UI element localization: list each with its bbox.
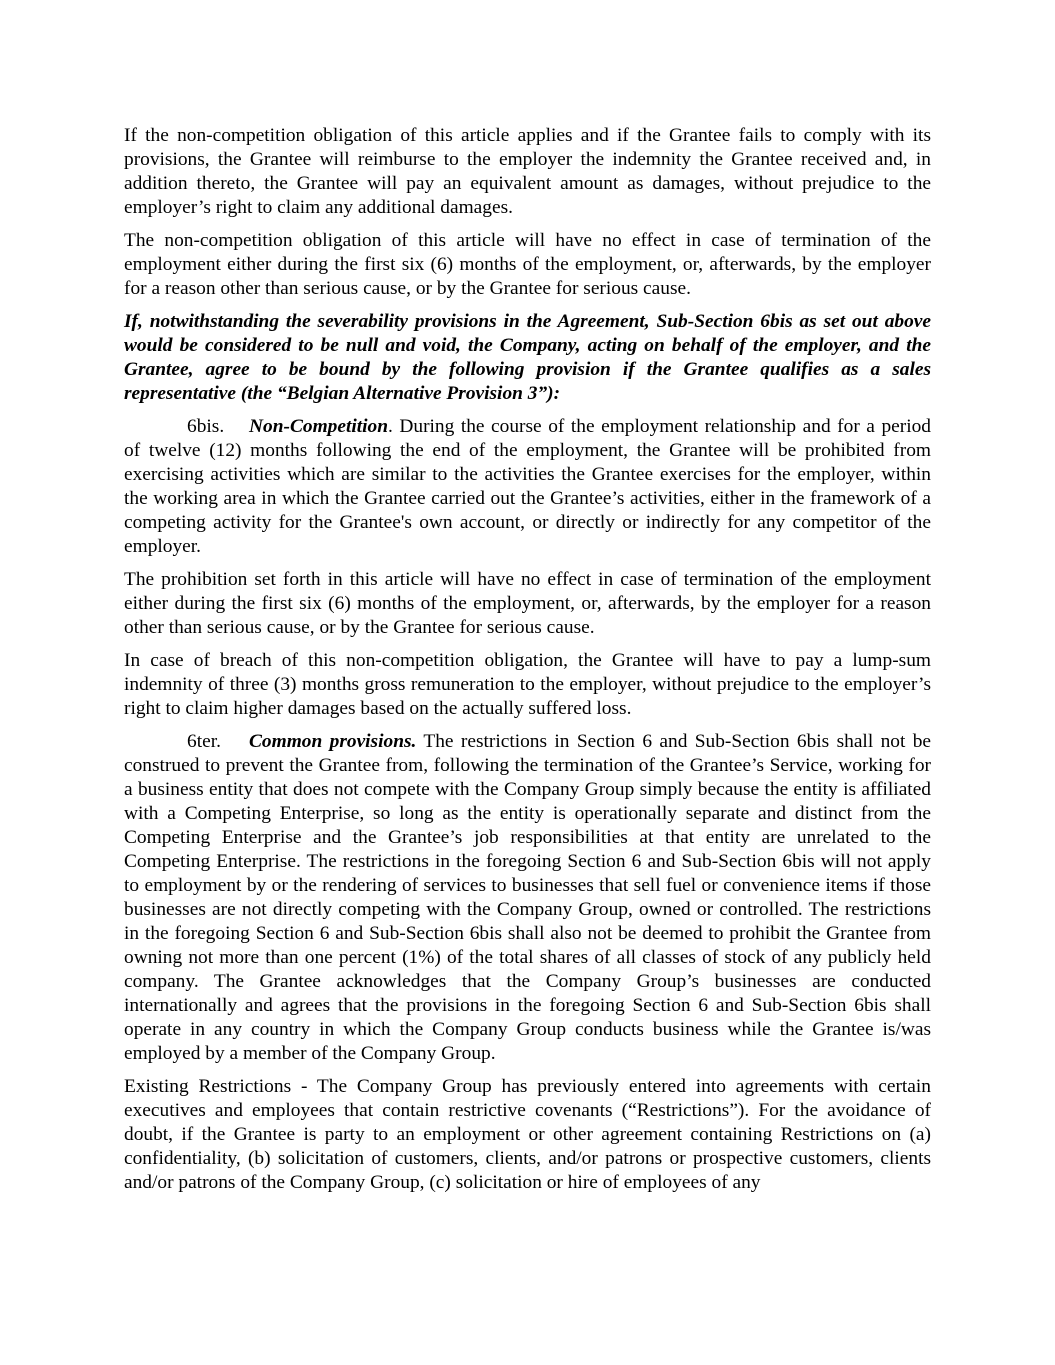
section-body: The restrictions in Section 6 and Sub-Section 6bis shall not be construed to prevent the Grantee from, following the termination of the Grantee’s Service, working for a business entity that does not compete with the Company Group simply because the entity is affiliated with a Competing Enterprise, so long as the entity is operationally separate and distinct from the Competing Enterprise and the Grantee’s job responsibilities at that entity are unrelated to the Competing Enterprise. The restrictions in the foregoing Section 6 and Sub-Section 6bis will not apply to employment by or the rendering of services to businesses that sell fuel or convenience items if those businesses are not directly competing with the Company Group, owned or controlled. The restrictions in the foregoing Section 6 and Sub-Section 6bis shall also not be deemed to prohibit the Grantee from owning not more than one percent (1%) of the total shares of all classes of stock of any publicly held company. The Grantee acknowledges that the Company Group’s businesses are conducted internationally and agrees that the provisions in the foregoing Section 6 and Sub-Section 6bis shall operate in any country in which the Company Group conducts business while the Grantee is/was employed by a member of the Company Group.: [124, 731, 931, 1064]
section-heading-punct: .: [387, 416, 393, 437]
paragraph-no-effect: The non-competition obligation of this article will have no effect in case of termination of the employment either during the first six (6) months of the employment, or, afterwards, by the employer for a reason other than serious cause, or by the Grantee for serious cause.: [124, 230, 931, 299]
section-6ter: [124, 730, 931, 1066]
section-body: During the course of the employment relationship and for a period of twelve (12) months following the end of the employment, the Grantee will be prohibited from exercising activities which are similar to the activities the Grantee exercises for the employer, within the working area in which the Grantee carried out the Grantee’s activities, either in the framework of a competing activity for the Grantee's own account, or directly or indirectly for any competitor of the employer.: [124, 416, 931, 557]
paragraph-reimbursement: If the non-competition obligation of this article applies and if the Grantee fails to comply with its provisions, the Grantee will reimburse to the employer the indemnity the Grantee received and, in addition thereto, the Grantee will pay an equivalent amount as damages, without prejudice to the employer’s right to claim any additional damages.: [124, 125, 931, 218]
section-6bis: [124, 415, 931, 559]
section-number: 6ter.: [187, 731, 221, 752]
paragraph-alternative-provision: If, notwithstanding the severability provisions in the Agreement, Sub-Section 6bis as set out above would be considered to be null and void, the Company, acting on behalf of the employer, and the Grantee, agree to be bound by the following provision if the Grantee qualifies as a sales representative (the “Belgian Alternative Provision 3”):: [124, 311, 931, 404]
paragraph-prohibition: The prohibition set forth in this article will have no effect in case of termination of the employment either during the first six (6) months of the employment, or, afterwards, by the employer for a reason other than serious cause, or by the Grantee for serious cause.: [124, 569, 931, 638]
document-page: [124, 124, 931, 1204]
section-number: 6bis.: [187, 416, 225, 437]
paragraph-existing-restrictions: Existing Restrictions - The Company Group has previously entered into agreements with certain executives and employees that contain restrictive covenants (“Restrictions”). For the avoidance of doubt, if the Grantee is party to an employment or other agreement containing Restrictions on (a) confidentiality, (b) solicitation of customers, clients, and/or patrons or prospective customers, clients and/or patrons of the Company Group, (c) solicitation or hire of employees of any: [124, 1076, 931, 1193]
section-heading: Non-Competition: [249, 416, 388, 437]
paragraph-breach: In case of breach of this non-competition obligation, the Grantee will have to pay a lump-sum indemnity of three (3) months gross remuneration to the employer, without prejudice to the employer’s right to claim higher damages based on the actually suffered loss.: [124, 650, 931, 719]
section-heading: Common provisions.: [249, 731, 417, 752]
